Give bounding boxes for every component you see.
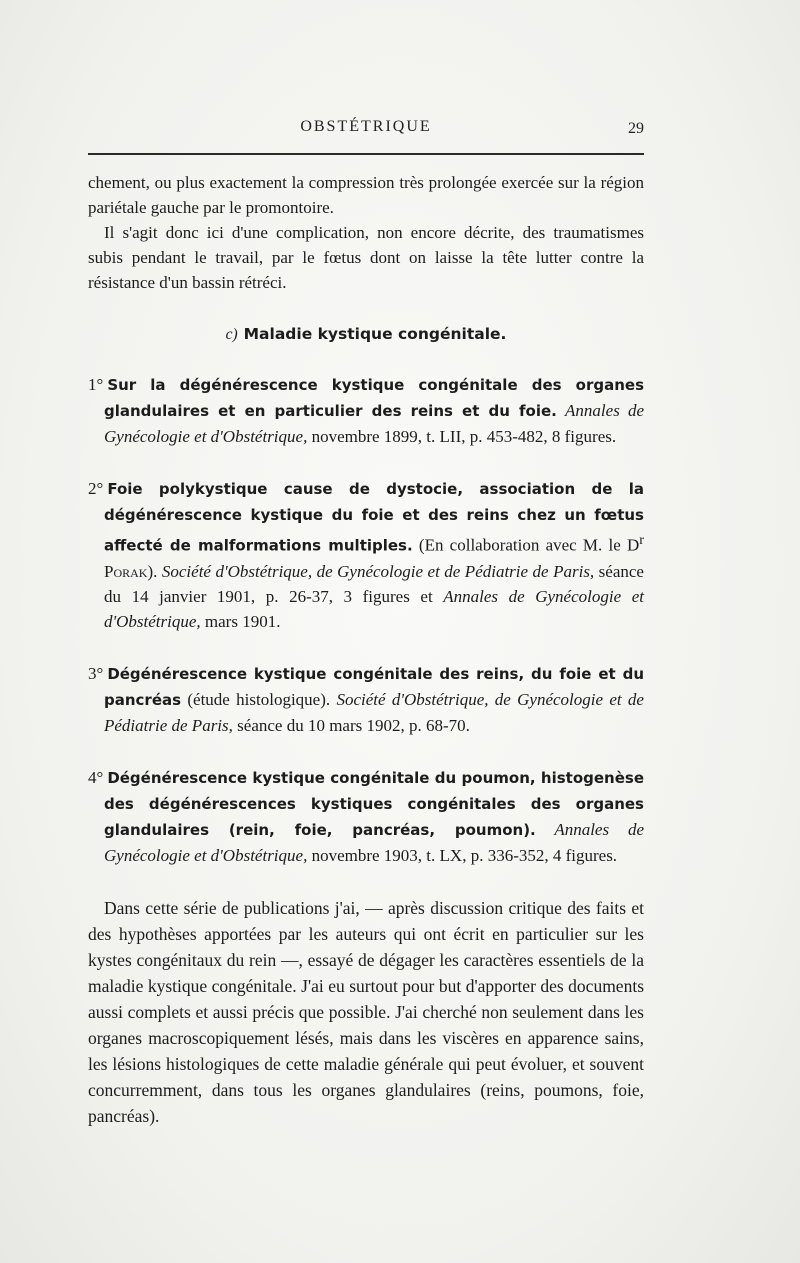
section-letter: c): [225, 326, 238, 343]
entry-collaboration-sup: r: [639, 532, 644, 548]
entry-number: 1°: [88, 375, 104, 394]
entry-title: Dégénérescence kystique congénitale du poumon, histogenèse des dégénérescences kystiques congénitales des organes glandulaires (rein, foie, pancréas, poumon).: [104, 768, 644, 839]
entry-number: 3°: [88, 663, 104, 683]
entry-journal: Annales de Gynécologie et d'Obstétrique,: [104, 401, 645, 446]
entry-details: séance du 10 mars 1902, p. 68-70.: [232, 715, 470, 735]
entry-title: Foie polykystique cause de dystocie, association de la dégénérescence kystique du foie et des reins chez un fœtus affecté de malformations multiples.: [104, 480, 644, 555]
header-rule: [88, 153, 644, 155]
page-header: [88, 118, 644, 144]
entry-title: Sur la dégénérescence kystique congénitale des organes glandulaires et en particulier des reins et du foie.: [104, 376, 644, 420]
entry-title: Dégénérescence kystique congénitale des reins, du foie et du pancréas: [104, 664, 644, 709]
bibliography-entry-3: [88, 661, 644, 738]
intro-paragraph-1: chement, ou plus exactement la compression très prolongée exercée sur la région pariétale gauche par le promontoire.: [88, 173, 644, 217]
running-title: OBSTÉTRIQUE: [300, 118, 432, 135]
bibliography-entry-1: [88, 372, 644, 449]
entry-collaborator: Porak: [104, 561, 148, 581]
entry-journal: Société d'Obstétrique, de Gynécologie et de Pédiatrie de Paris,: [104, 689, 644, 735]
bibliography-entry-2: [88, 476, 644, 634]
entry-number: 4°: [88, 767, 104, 787]
intro-paragraph-2: Il s'agit donc ici d'une complication, non encore décrite, des traumatismes subis pendant le travail, par le fœtus dont on laisse la tête lutter contre la résistance d'un bassin rétréci.: [88, 223, 644, 292]
entry-journal-2: Annales de Gynécologie et d'Obstétrique,: [104, 586, 644, 631]
entry-details: séance du 14 janvier 1901, p. 26-37, 3 figures et: [104, 561, 644, 606]
section-heading: [88, 325, 644, 344]
entry-collaboration: (En collaboration avec M. le D: [412, 535, 640, 555]
bibliography-entry-4: [88, 765, 644, 868]
conclusion-paragraph: Dans cette série de publications j'ai, — après discussion critique des faits et des hypothèses apportées par les auteurs qui ont écrit en particulier sur les kystes congénitaux du rein —, essayé de dégager les caractères essentiels de la maladie kystique congénitale. J'ai eu surtout pour but d'apporter des documents aussi complets et aussi précis que possible. J'ai cherché non seulement dans les organes macroscopiquement lésés, mais dans les viscères en apparence sains, les lésions histologiques de cette maladie générale qui peut évoluer, et souvent concurremment, dans tous les organes glandulaires (reins, poumons, foie, pancréas).: [88, 897, 644, 1126]
section-title-text: Maladie kystique congénitale.: [243, 325, 507, 343]
entry-collaboration-end: ).: [147, 561, 162, 581]
page-body: [88, 170, 644, 1129]
entry-note: (étude histologique).: [181, 689, 337, 709]
entry-journal: Annales de Gynécologie et d'Obstétrique,: [104, 819, 644, 865]
entry-journal: Société d'Obstétrique, de Gynécologie et de Pédiatrie de Paris,: [161, 561, 595, 581]
entry-details: novembre 1903, t. LX, p. 336-352, 4 figures.: [307, 845, 618, 865]
entry-details: novembre 1899, t. LII, p. 453-482, 8 figures.: [307, 427, 617, 446]
entry-details-end: mars 1901.: [200, 611, 281, 631]
page-number: 29: [628, 120, 644, 137]
entry-number: 2°: [88, 479, 104, 498]
